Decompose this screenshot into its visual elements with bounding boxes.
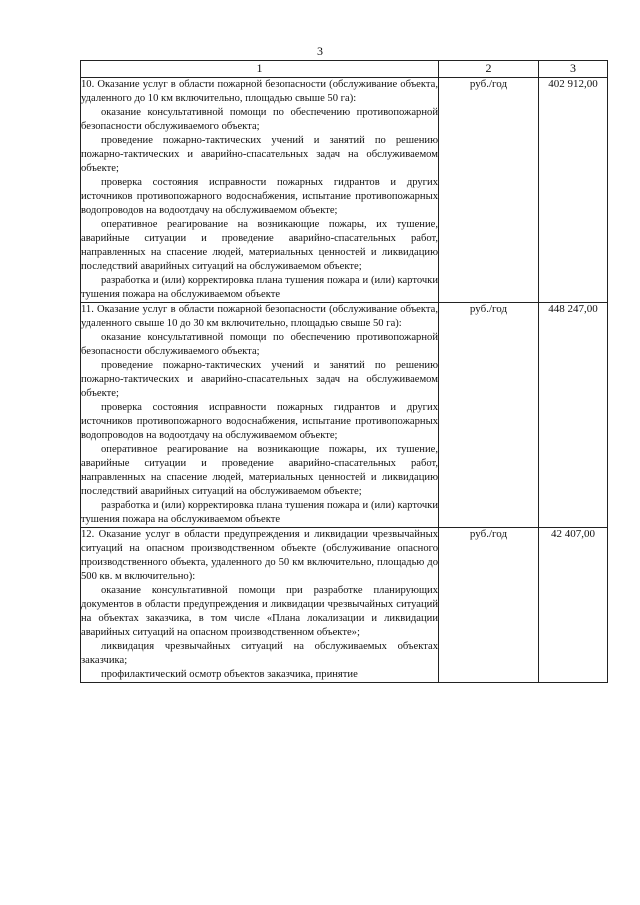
column-header-description: 1: [81, 61, 439, 78]
service-item: оказание консультативной помощи по обеспечению противопожарной безопасности обслуживаемого объекта;: [81, 332, 438, 357]
service-item: оказание консультативной помощи по обеспечению противопожарной безопасности обслуживаемого объекта;: [81, 107, 438, 132]
table-row: [81, 528, 608, 683]
page-number: 3: [317, 44, 323, 58]
column-header-price: 3: [539, 61, 608, 78]
column-header-unit: 2: [439, 61, 539, 78]
service-item: проведение пожарно-тактических учений и занятий по решению пожарно-тактических и аварийно-спасательных задач на обслуживаемом объекте;: [81, 360, 438, 399]
service-description: [81, 528, 439, 683]
service-item: проверка состояния исправности пожарных гидрантов и других источников противопожарного водоснабжения, испытание противопожарных водопроводов на водоотдачу на обслуживаемом объекте;: [81, 402, 438, 441]
service-item: оперативное реагирование на возникающие пожары, их тушение, аварийные ситуации и проведение аварийно-спасательных работ, направленных на спасение людей, материальных ценностей и ликвидацию последствий аварийных ситуаций на обслуживаемом объекте;: [81, 219, 438, 272]
service-title: 11. Оказание услуг в области пожарной безопасности (обслуживание объекта, удаленного свыше 10 до 30 км включительно, площадью свыше 50 га):: [81, 304, 438, 329]
price-cell: 42 407,00: [539, 528, 608, 683]
service-item: оперативное реагирование на возникающие пожары, их тушение, аварийные ситуации и проведение аварийно-спасательных работ, направленных на спасение людей, материальных ценностей и ликвидацию последствий аварийных ситуаций на обслуживаемом объекте;: [81, 444, 438, 497]
service-description: [81, 303, 439, 528]
service-item: проверка состояния исправности пожарных гидрантов и других источников противопожарного водоснабжения, испытание противопожарных водопроводов на водоотдачу на обслуживаемом объекте;: [81, 177, 438, 216]
service-title: 10. Оказание услуг в области пожарной безопасности (обслуживание объекта, удаленного до 10 км включительно, площадью свыше 50 га):: [81, 79, 438, 104]
service-item: профилактический осмотр объектов заказчика, принятие: [101, 669, 358, 680]
service-item: разработка и (или) корректировка плана тушения пожара и (или) карточки тушения пожара на обслуживаемом объекте: [81, 500, 438, 525]
service-item: разработка и (или) корректировка плана тушения пожара и (или) карточки тушения пожара на обслуживаемом объекте: [81, 275, 438, 300]
service-item: ликвидация чрезвычайных ситуаций на обслуживаемых объектах заказчика;: [81, 641, 438, 666]
service-title: 12. Оказание услуг в области предупреждения и ликвидации чрезвычайных ситуаций на опасном производственном объекте (обслуживание опасного производственного объекта, удаленного до 50 км включительно, площадью до 500 кв. м включительно):: [81, 529, 438, 582]
service-item: оказание консультативной помощи при разработке планирующих документов в области предупреждения и ликвидации чрезвычайных ситуаций на объектах заказчика, в том числе «Плана локализации и ликвидации аварийных ситуаций на опасном производственном объекте»;: [81, 585, 438, 638]
service-item: проведение пожарно-тактических учений и занятий по решению пожарно-тактических и аварийно-спасательных задач на обслуживаемом объекте;: [81, 135, 438, 174]
table-header-row: [81, 61, 608, 78]
table-row: [81, 78, 608, 303]
price-cell: 448 247,00: [539, 303, 608, 528]
price-cell: 402 912,00: [539, 78, 608, 303]
unit-cell: руб./год: [439, 78, 539, 303]
unit-cell: руб./год: [439, 303, 539, 528]
service-description: [81, 78, 439, 303]
unit-cell: руб./год: [439, 528, 539, 683]
table-row: [81, 303, 608, 528]
tariff-table: [80, 60, 608, 683]
